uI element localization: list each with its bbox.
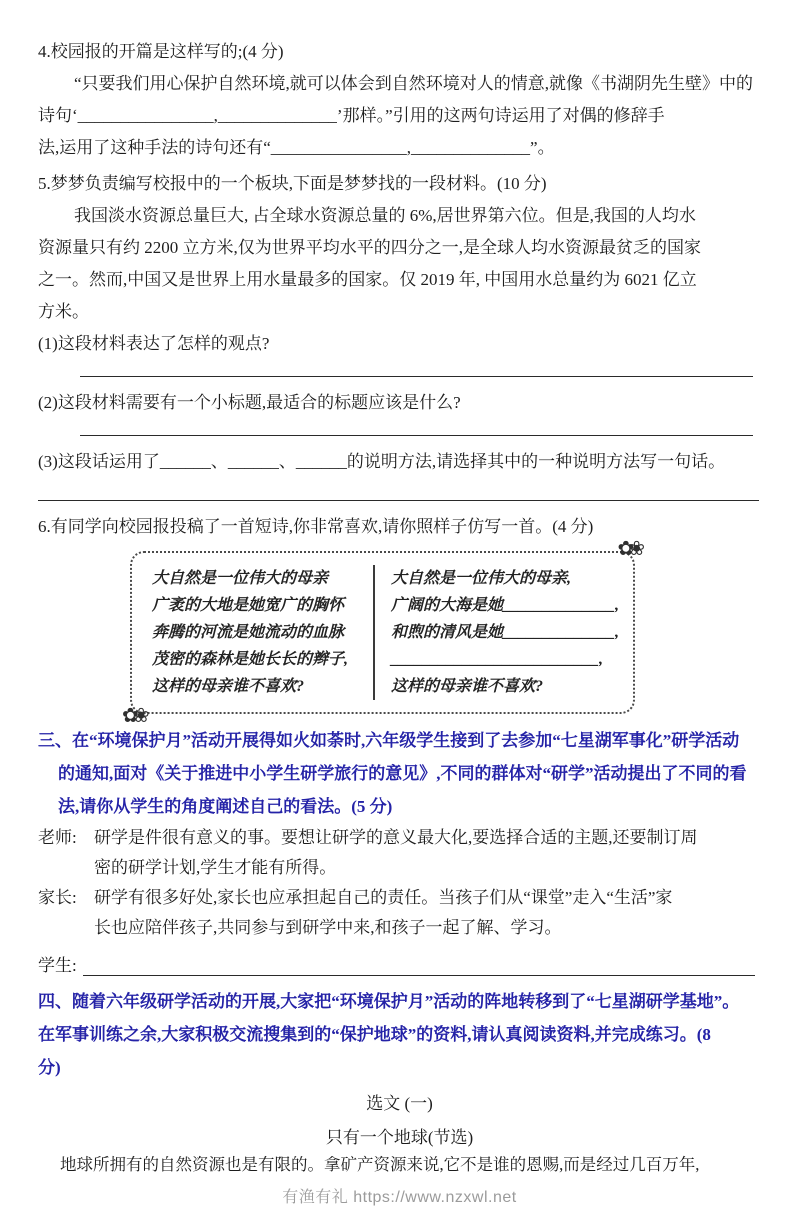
section-four-heading: [38, 985, 761, 1084]
reading-selection: [38, 1090, 761, 1178]
teacher-opinion-line: 研学是件很有意义的事。要想让研学的意义最大化,要选择合适的主题,还要制订周: [94, 828, 698, 847]
poem-line: 大自然是一位伟大的母亲,: [390, 570, 571, 587]
poem-example-column: [152, 565, 373, 700]
parent-label: 家长:: [38, 888, 77, 907]
question-4-text-line: 法,运用了这种手法的诗句还有“________________,______________”。: [38, 138, 555, 157]
teacher-opinion-line: 密的研学计划,学生才能有所得。: [94, 858, 337, 877]
selection-title: 选文 (一): [366, 1094, 433, 1113]
parent-opinion: [38, 883, 761, 943]
question-4-text-line: “只要我们用心保护自然环境,就可以体会到自然环境对人的情意,就像《书湖阴先生壁》中的: [74, 74, 754, 93]
question-4-title: 4.校园报的开篇是这样写的;(4 分): [38, 42, 284, 61]
answer-blank-line: [80, 376, 753, 377]
student-label: 学生:: [38, 956, 77, 975]
flower-doodle-icon: ✿❀: [617, 538, 639, 560]
parent-opinion-line: 研学有很多好处,家长也应承担起自己的责任。当孩子们从“课堂”走入“生活”家: [94, 888, 673, 907]
question-5-title: 5.梦梦负责编写校报中的一个板块,下面是梦梦找的一段材料。(10 分): [38, 174, 547, 193]
poem-line: 广袤的大地是她宽广的胸怀: [152, 597, 345, 614]
question-4: [38, 36, 761, 164]
question-5-material-line: 资源量只有约 2200 立方米,仅为世界平均水平的四分之一,是全球人均水资源最贫乏的国家: [38, 238, 701, 257]
question-5-sub3: (3)这段话运用了______、______、______的说明方法,请选择其中的一种说明方法写一句话。: [38, 452, 726, 471]
poem-line: 这样的母亲谁不喜欢?: [152, 678, 305, 695]
poem-line: 广阔的大海是她______________,: [390, 597, 619, 614]
article-title: 只有一个地球(节选): [325, 1128, 474, 1147]
article-first-line: 地球所拥有的自然资源也是有限的。拿矿产资源来说,它不是谁的恩赐,而是经过几百万年,: [60, 1155, 700, 1174]
question-6-title: 6.有同学向校园报投稿了一首短诗,你非常喜欢,请你照样子仿写一首。(4 分): [38, 517, 594, 536]
parent-opinion-line: 长也应陪伴孩子,共同参与到研学中来,和孩子一起了解、学习。: [94, 918, 562, 937]
heading-line: 四、随着六年级研学活动的开展,大家把“环境保护月”活动的阵地转移到了“七星湖研学基地”。: [38, 992, 740, 1011]
student-answer-row: [38, 951, 761, 981]
teacher-opinion: [38, 823, 761, 883]
heading-line: 法,请你从学生的角度阐述自己的看法。(5 分): [58, 797, 393, 816]
question-5-material-line: 方米。: [38, 302, 89, 321]
question-5-material-line: 我国淡水资源总量巨大, 占全球水资源总量的 6%,居世界第六位。但是,我国的人均水: [74, 206, 696, 225]
answer-blank-line: [83, 952, 755, 976]
poem-box-wrap: [122, 538, 639, 727]
heading-line: 三、在“环境保护月”活动开展得如火如荼时,六年级学生接到了去参加“七星湖军事化”研学活动: [38, 731, 740, 750]
question-5: [38, 168, 761, 501]
section-four: [38, 985, 761, 1084]
poem-box: [130, 551, 635, 714]
question-4-text-line: 诗句‘________________,______________’那样。”引用的这两句诗运用了对偶的修辞手: [38, 106, 665, 125]
heading-line: 的通知,面对《关于推进中小学生研学旅行的意见》,不同的群体对“研学”活动提出了不同的看: [58, 764, 747, 783]
poem-line: __________________________,: [390, 651, 603, 668]
poem-line: 奔腾的河流是她流动的血脉: [152, 624, 345, 641]
question-5-sub2: (2)这段材料需要有一个小标题,最适合的标题应该是什么?: [38, 393, 461, 412]
site-watermark: 有渔有礼 https://www.nzxwl.net: [282, 1189, 517, 1206]
question-6: [38, 511, 761, 727]
poem-fill-in-column: [373, 565, 619, 700]
section-three-heading: [38, 724, 761, 823]
poem-line: 这样的母亲谁不喜欢?: [390, 678, 543, 695]
answer-blank-line: [80, 435, 753, 436]
poem-line: 和煦的清风是她______________,: [390, 624, 619, 641]
teacher-label: 老师:: [38, 828, 77, 847]
poem-line: 茂密的森林是她长长的辫子,: [152, 651, 349, 668]
section-three: [38, 724, 761, 981]
flower-doodle-icon: ✿❀: [122, 705, 144, 727]
answer-blank-line: [38, 500, 759, 501]
question-5-sub1: (1)这段材料表达了怎样的观点?: [38, 334, 270, 353]
heading-line: 在军事训练之余,大家积极交流搜集到的“保护地球”的资料,请认真阅读资料,并完成练习。(8: [38, 1025, 711, 1044]
poem-line: 大自然是一位伟大的母亲: [152, 570, 329, 587]
heading-line: 分): [38, 1058, 61, 1077]
question-5-material-line: 之一。然而,中国又是世界上用水量最多的国家。仅 2019 年, 中国用水总量约为 6021 亿立: [38, 270, 697, 289]
